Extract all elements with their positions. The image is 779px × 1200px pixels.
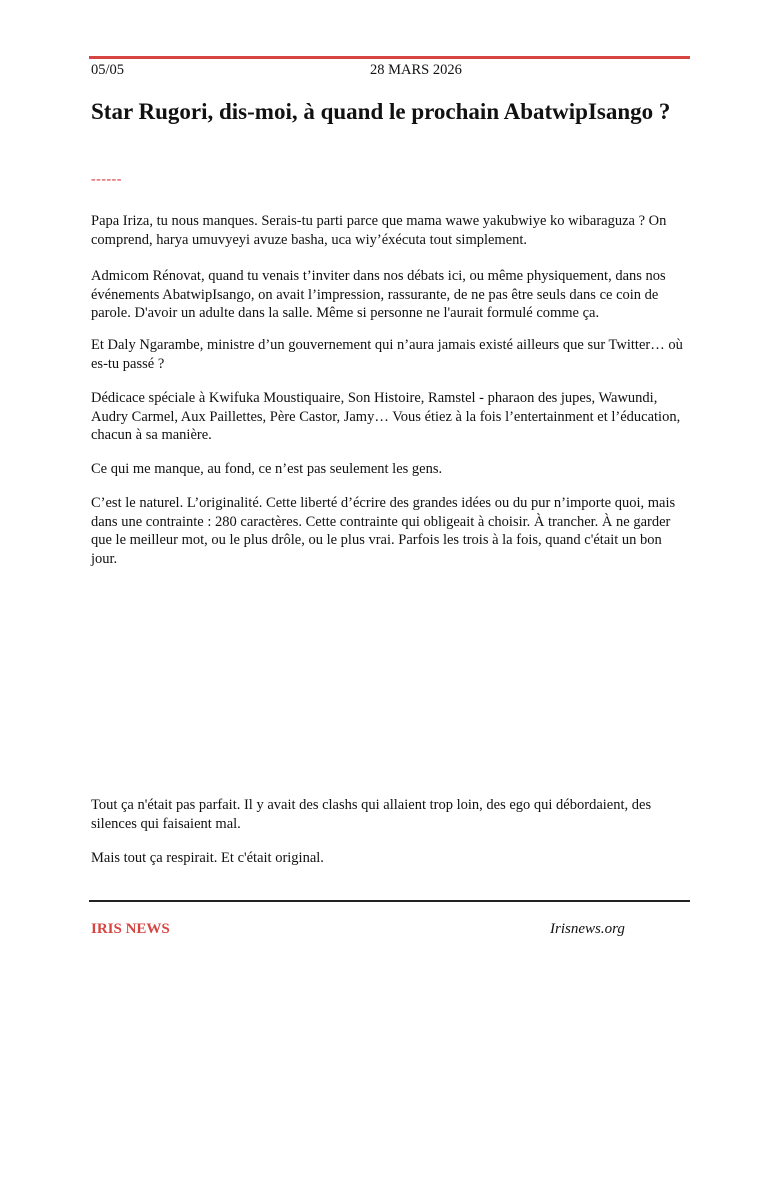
- paragraph-pas-parfait: Tout ça n'était pas parfait. Il y avait des clashs qui allaient trop loin, des ego qui débordaient, des silences qui faisaient mal.: [91, 797, 652, 832]
- paragraph-dedicace: Dédicace spéciale à Kwifuka Moustiquaire, Son Histoire, Ramstel - pharaon des jupes, Wawundi, Audry Carmel, Aux Paillettes, Père Castor, Jamy… Vous étiez à la fois l’entertainment et l’éducation, chacun à sa manière.: [91, 390, 681, 444]
- paragraph-papa-iriza: Papa Iriza, tu nous manques. Serais-tu parti parce que mama wawe yakubwiye ko wibaraguza ? On comprend, harya umuvyeyi avuze basha, uca wiy’éxécuta tout simplement.: [91, 213, 667, 248]
- header-rule: [89, 56, 690, 59]
- footer-brand: IRIS NEWS: [91, 921, 170, 937]
- paragraph-ce-qui-manque: Ce qui me manque, au fond, ce n’est pas seulement les gens.: [91, 461, 443, 477]
- article-title: Star Rugori, dis-moi, à quand le prochain AbatwipIsango ?: [91, 99, 671, 124]
- title-separator: ------: [91, 172, 122, 187]
- footer-website: Irisnews.org: [550, 921, 625, 937]
- paragraph-respirait: Mais tout ça respirait. Et c'était original.: [91, 850, 324, 866]
- issue-date: 28 MARS 2026: [370, 62, 462, 78]
- page-number: 05/05: [91, 62, 125, 78]
- paragraph-admicom: Admicom Rénovat, quand tu venais t’inviter dans nos débats ici, ou même physiquement, dans nos événements AbatwipIsango, on avait l’impression, rassurante, de ne pas être seuls dans ce coin de parole. D'avoir un adulte dans la salle. Même si personne ne l'aurait formulé comme ça.: [91, 268, 666, 322]
- paragraph-daly: Et Daly Ngarambe, ministre d’un gouvernement qui n’aura jamais existé ailleurs que sur Twitter… où es-tu passé ?: [91, 337, 683, 372]
- footer-rule: [89, 900, 690, 902]
- paragraph-naturel: C’est le naturel. L’originalité. Cette liberté d’écrire des grandes idées ou du pur n’importe quoi, mais dans une contrainte : 280 caractères. Cette contrainte qui obligeait à choisir. À trancher. À ne garder que le meilleur mot, ou le plus drôle, ou le plus vrai. Parfois les trois à la fois, quand c'était un bon jour.: [91, 495, 676, 567]
